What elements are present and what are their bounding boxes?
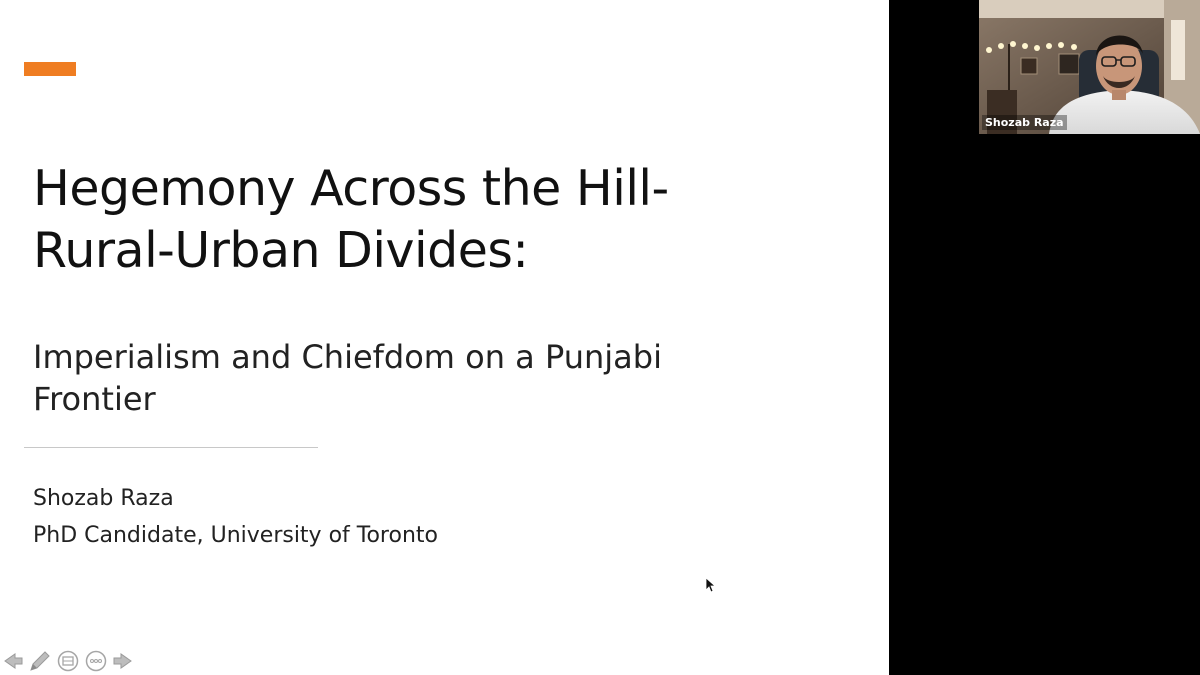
participant-video-tile[interactable] xyxy=(979,0,1200,134)
author-block xyxy=(33,480,438,554)
pen-icon xyxy=(28,649,52,673)
participant-video-feed xyxy=(979,0,1200,134)
slide-subtitle-line-1: Imperialism and Chiefdom on a Punjabi xyxy=(33,338,662,376)
see-all-slides-button[interactable] xyxy=(56,649,80,673)
author-affiliation: PhD Candidate, University of Toronto xyxy=(33,523,438,548)
next-arrow-icon xyxy=(113,650,135,672)
author-name: Shozab Raza xyxy=(33,486,174,511)
more-options-icon xyxy=(85,650,107,672)
more-options-button[interactable] xyxy=(84,649,108,673)
slide-subtitle xyxy=(33,336,853,420)
slide-title xyxy=(33,158,853,282)
slides-grid-icon xyxy=(57,650,79,672)
participant-name-label: Shozab Raza xyxy=(982,115,1067,130)
slideshow-controls xyxy=(0,648,136,674)
slide-subtitle-line-2: Frontier xyxy=(33,380,156,418)
slide-title-line-2: Rural-Urban Divides: xyxy=(33,222,529,279)
mouse-cursor-icon xyxy=(705,577,715,593)
accent-bar xyxy=(24,62,76,76)
divider xyxy=(24,447,318,448)
slide-title-line-1: Hegemony Across the Hill- xyxy=(33,160,669,217)
previous-arrow-icon xyxy=(1,650,23,672)
pen-button[interactable] xyxy=(28,649,52,673)
previous-slide-button[interactable] xyxy=(0,649,24,673)
next-slide-button[interactable] xyxy=(112,649,136,673)
